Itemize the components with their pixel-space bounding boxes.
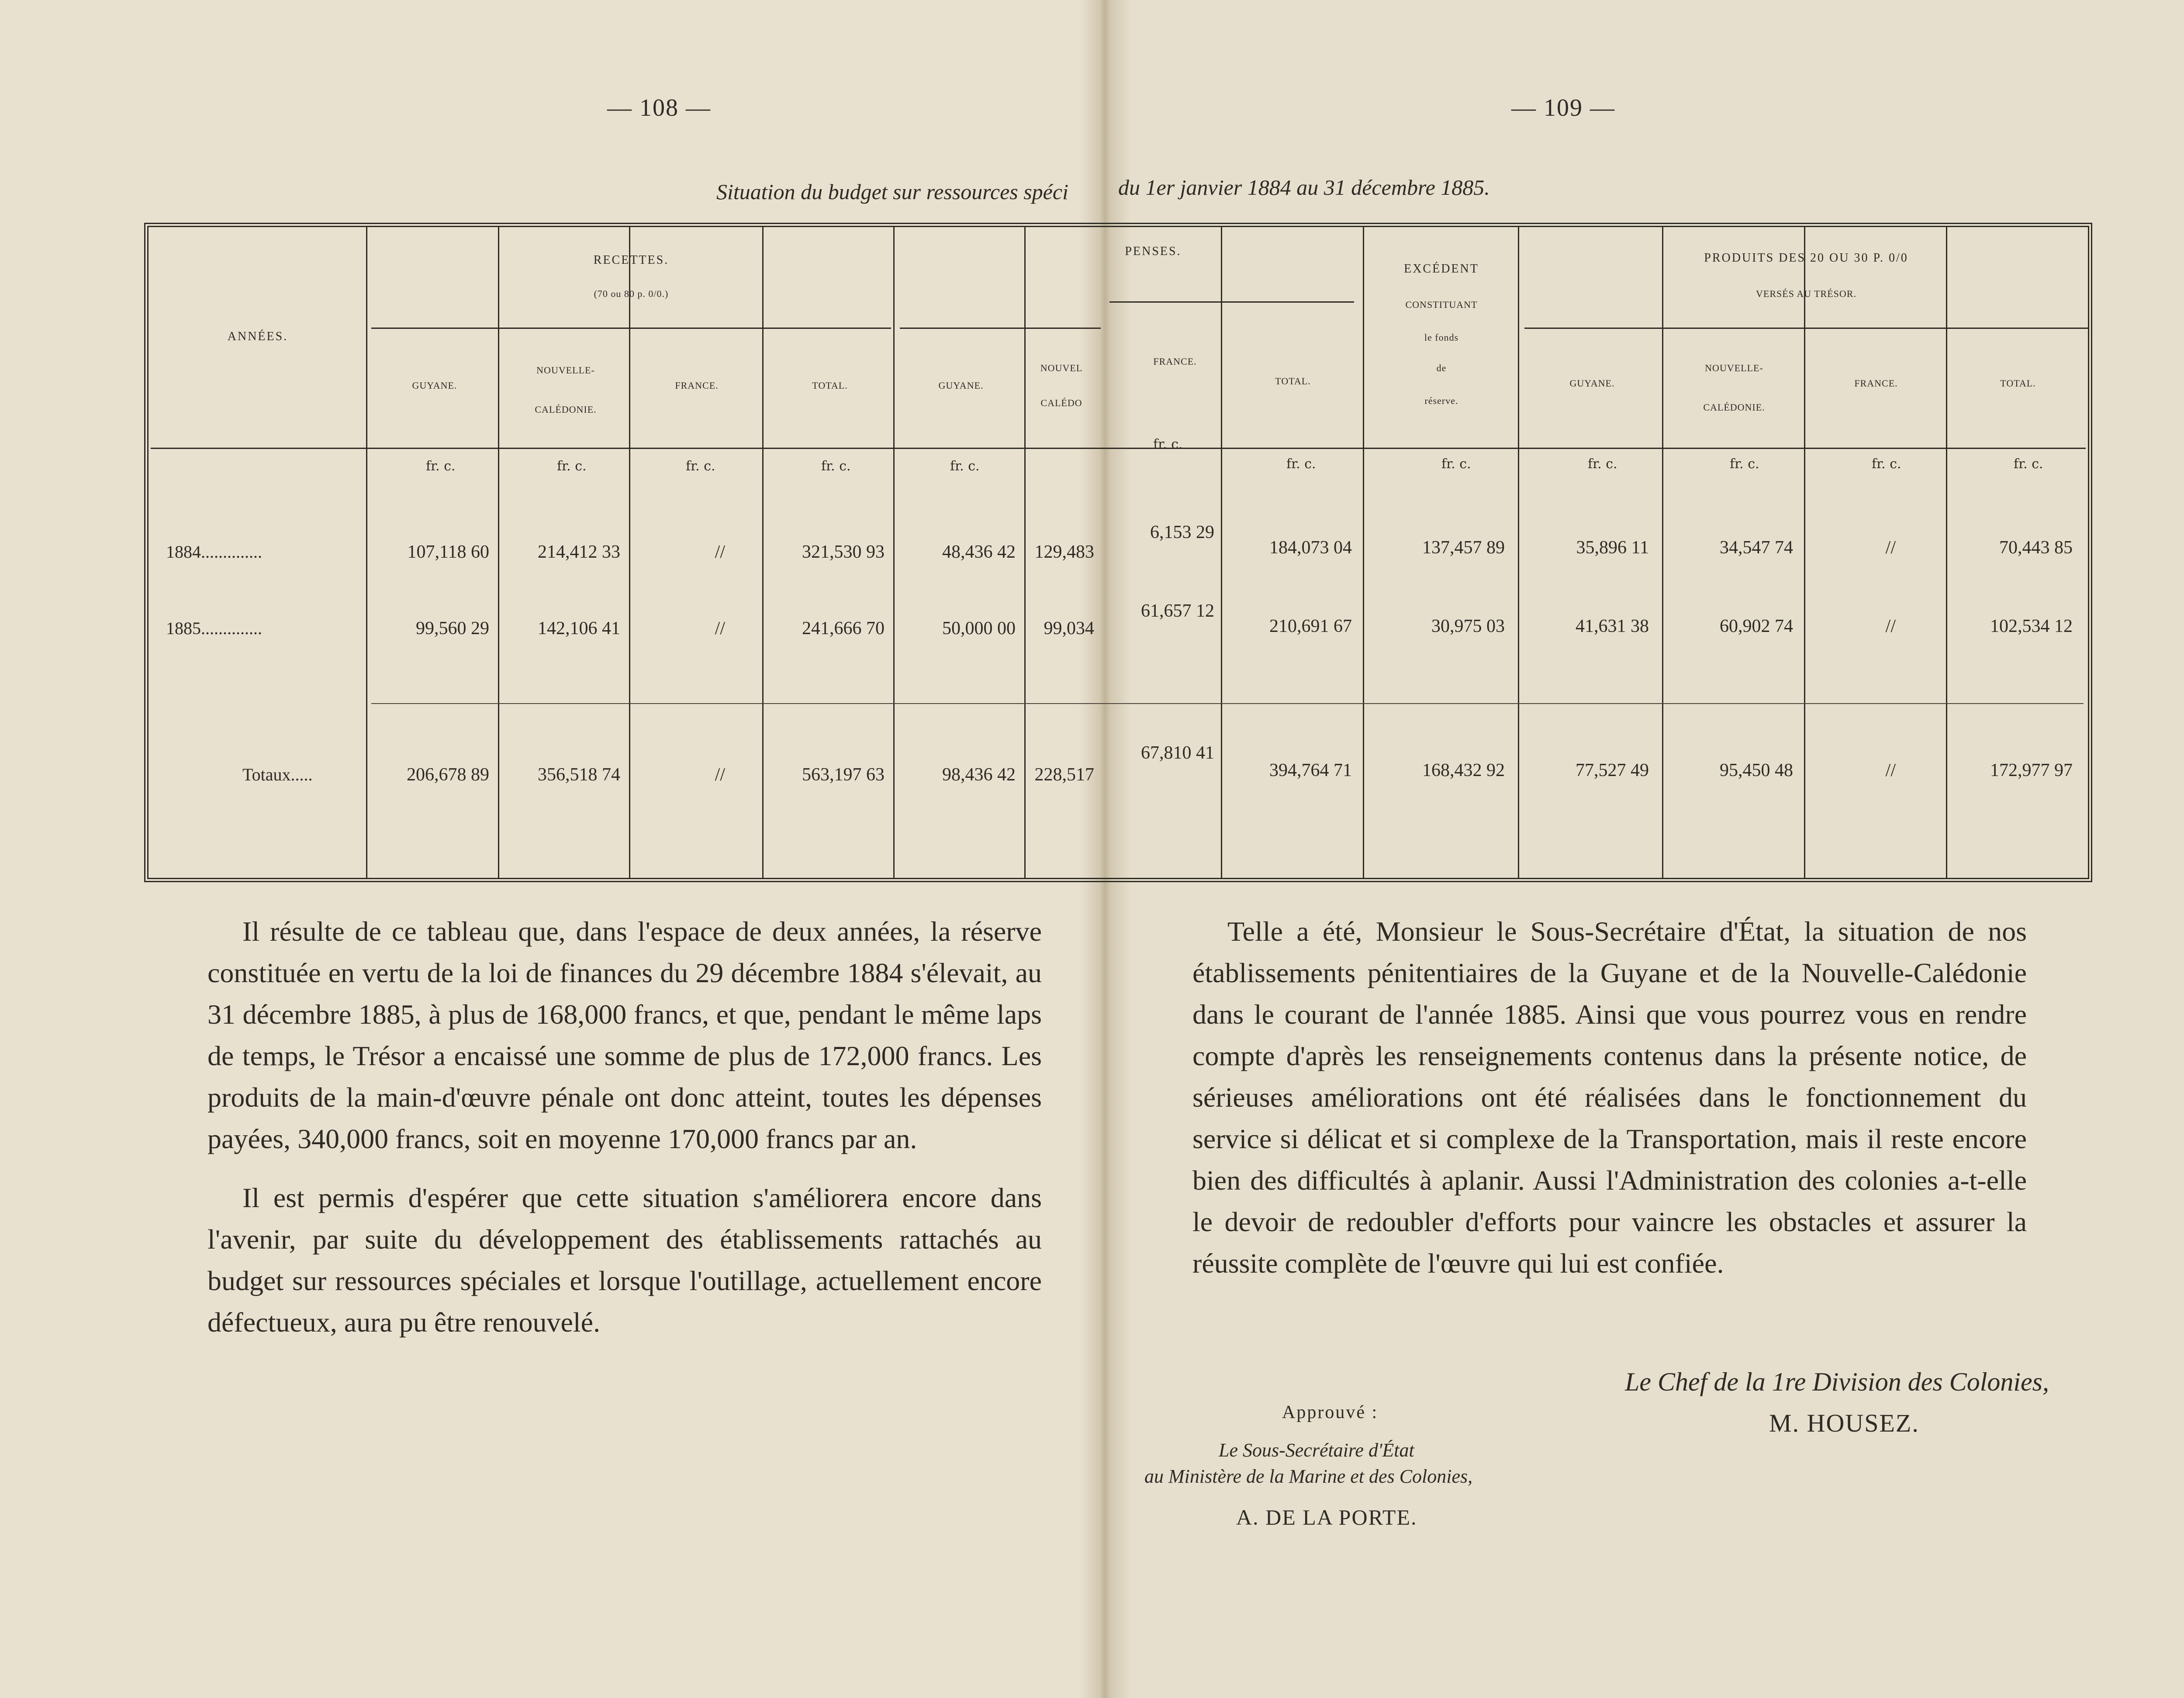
table-cell: 99,034: [1044, 618, 1094, 638]
table-cell: 214,412 33: [538, 542, 620, 562]
table-cell: 95,450 48: [1720, 760, 1793, 780]
col-header-annees: ANNÉES.: [227, 330, 288, 343]
col-rule: [1946, 227, 1947, 878]
col-header-total: TOTAL.: [812, 380, 848, 391]
col-header-guyane: GUYANE.: [1569, 378, 1615, 389]
table-cell: 142,106 41: [538, 618, 620, 638]
col-header-excedent-sub-2: le fonds: [1424, 332, 1459, 343]
col-rule: [1363, 227, 1364, 878]
col-header-excedent-sub-1: CONSTITUANT: [1405, 299, 1478, 310]
table-cell: 60,902 74: [1720, 616, 1793, 636]
col-header-nouvelle: NOUVELLE-: [1705, 362, 1763, 373]
table-cell: //: [715, 542, 725, 562]
table-cell: 356,518 74: [538, 765, 620, 785]
page-number-right: — 109 —: [1511, 94, 1615, 121]
col-header-france: FRANCE.: [1153, 356, 1197, 367]
table-cell: 48,436 42: [942, 542, 1016, 562]
right-page-text: [1192, 911, 2027, 1301]
col-rule: [1024, 227, 1026, 878]
col-rule: [1221, 227, 1222, 878]
signature-title: Le Chef de la 1re Division des Colonies,: [1625, 1367, 2049, 1396]
row-label-1885: 1885..............: [166, 618, 262, 638]
table-cell: 241,666 70: [802, 618, 885, 638]
table-cell: 34,547 74: [1720, 538, 1793, 558]
table-cell: 107,118 60: [407, 542, 489, 562]
col-rule: [1804, 227, 1805, 878]
unit-label: fr. c.: [426, 459, 456, 474]
col-header-caledo-cut: CALÉDO: [1040, 397, 1082, 408]
group-rule: [900, 328, 1101, 329]
group-header-recettes-sub: (70 ou 80 p. 0/0.): [594, 288, 669, 299]
col-header-caledonie: CALÉDONIE.: [535, 404, 597, 415]
table-cell: 99,560 29: [416, 618, 489, 638]
group-header-produits: PRODUITS DES 20 OU 30 P. 0/0: [1704, 251, 1908, 265]
table-cell: //: [715, 618, 725, 638]
unit-label: fr. c.: [1730, 456, 1759, 472]
table-caption-left: Situation du budget sur ressources spéci: [716, 179, 1068, 204]
col-rule: [629, 227, 630, 878]
table-cell: 129,483: [1034, 542, 1094, 562]
table-cell: //: [1885, 616, 1896, 636]
unit-label: fr. c.: [686, 459, 715, 474]
approval-line-2: au Ministère de la Marine et des Colonies,: [1144, 1466, 1473, 1487]
approval-line-1: Le Sous-Secrétaire d'État: [1219, 1439, 1414, 1461]
paragraph: Telle a été, Monsieur le Sous-Secrétaire d'État, la situation de nos établissements pénitentiaires de la Guyane et de la Nouvelle-Calédonie dans le courant de l'année 1885. Ainsi que vous pourrez vous en rendre compte d'après les renseignements contenus dans la présente notice, de sérieuses améliorations ont été réalisées dans le fonctionnement du service si délicat et si complexe de la Transportation, mais il reste encore bien des difficultés à aplanir. Aussi l'Administration des colonies a-t-elle le devoir de redoubler d'efforts pour vaincre les obstacles et assurer la réussite complète de l'œuvre qui lui est confiée.: [1192, 916, 2027, 1279]
table-cell: 67,810 41: [1141, 743, 1214, 763]
table-cell: 30,975 03: [1431, 616, 1505, 636]
unit-label: fr. c.: [1286, 456, 1316, 472]
group-rule: [1109, 301, 1354, 303]
table-cell: 6,153 29: [1150, 522, 1214, 542]
col-header-france: FRANCE.: [1854, 378, 1898, 389]
col-header-guyane: GUYANE.: [412, 380, 457, 391]
paragraph: Il est permis d'espérer que cette situation s'améliorera encore dans l'avenir, par suite du développement des établissements rattachés au budget sur ressources spéciales et lorsque l'outillage, actuellement encore défectueux, aura pu être renouvelé.: [207, 1182, 1042, 1338]
table-cell: //: [1885, 760, 1896, 780]
unit-label: fr. c.: [821, 459, 851, 474]
col-rule: [762, 227, 764, 878]
table-cell: 228,517: [1034, 765, 1094, 785]
row-label-1884: 1884..............: [166, 542, 262, 562]
header-bottom-rule: [151, 448, 2086, 449]
group-header-depenses: PENSES.: [1125, 245, 1182, 258]
unit-label: fr. c.: [950, 459, 980, 474]
col-header-caledonie: CALÉDONIE.: [1703, 402, 1765, 413]
group-rule: [1524, 328, 2088, 329]
col-header-guyane: GUYANE.: [938, 380, 984, 391]
page-number-left: — 108 —: [607, 94, 711, 121]
table-cell: 394,764 71: [1269, 760, 1352, 780]
table-cell: //: [715, 765, 725, 785]
col-header-nouvelle: NOUVELLE-: [536, 365, 595, 376]
col-rule: [893, 227, 895, 878]
table-cell: 137,457 89: [1422, 538, 1505, 558]
unit-label: fr. c.: [1872, 456, 1901, 472]
table-cell: 563,197 63: [802, 765, 885, 785]
col-header-excedent: EXCÉDENT: [1404, 262, 1479, 276]
signature-name: M. HOUSEZ.: [1769, 1409, 1919, 1437]
table-cell: 168,432 92: [1422, 760, 1505, 780]
table-cell: 41,631 38: [1576, 616, 1649, 636]
left-page-text: [207, 911, 1042, 1360]
col-header-total: TOTAL.: [1275, 376, 1311, 387]
col-header-excedent-sub-3: de: [1436, 362, 1447, 373]
unit-label: fr. c.: [1153, 437, 1183, 452]
table-cell: 50,000 00: [942, 618, 1016, 638]
col-rule: [1662, 227, 1663, 878]
col-header-excedent-sub-4: réserve.: [1424, 395, 1458, 406]
paragraph: Il résulte de ce tableau que, dans l'espace de deux années, la réserve constituée en vertu de la loi de finances du 29 décembre 1884 s'élevait, au 31 décembre 1885, à plus de 168,000 francs, et que, pendant le même laps de temps, le Trésor a encaissé une somme de plus de 172,000 francs. Les produits de la main-d'œuvre pénale ont donc atteint, toutes les dépenses payées, 340,000 francs, soit en moyenne 170,000 francs par an.: [207, 916, 1042, 1154]
table-cell: 61,657 12: [1141, 601, 1214, 621]
col-rule: [498, 227, 499, 878]
table-cell: 102,534 12: [1990, 616, 2073, 636]
table-cell: 98,436 42: [942, 765, 1016, 785]
approval-name: A. DE LA PORTE.: [1236, 1505, 1417, 1529]
col-header-nouvel-cut: NOUVEL: [1040, 362, 1083, 373]
unit-label: fr. c.: [557, 459, 587, 474]
table-cell: 184,073 04: [1269, 538, 1352, 558]
table-cell: 70,443 85: [1999, 538, 2073, 558]
row-label-totaux: Totaux.....: [242, 765, 313, 784]
unit-label: fr. c.: [2014, 456, 2043, 472]
table-cell: 35,896 11: [1576, 538, 1649, 558]
table-cell: 321,530 93: [802, 542, 885, 562]
total-rule: [371, 703, 2084, 704]
table-cell: //: [1885, 538, 1896, 558]
approval-label: Approuvé :: [1282, 1402, 1379, 1422]
unit-label: fr. c.: [1588, 456, 1617, 472]
col-rule: [1518, 227, 1519, 878]
table-cell: 77,527 49: [1576, 760, 1649, 780]
table-caption-right: du 1er janvier 1884 au 31 décembre 1885.: [1118, 175, 1490, 200]
table-cell: 210,691 67: [1269, 616, 1352, 636]
group-rule: [371, 328, 891, 329]
unit-label: fr. c.: [1441, 456, 1471, 472]
table-cell: 172,977 97: [1990, 760, 2073, 780]
col-header-total: TOTAL.: [2000, 378, 2036, 389]
col-rule: [366, 227, 367, 878]
group-header-produits-sub: VERSÉS AU TRÉSOR.: [1756, 288, 1856, 299]
table-cell: 206,678 89: [407, 765, 489, 785]
col-header-france: FRANCE.: [675, 380, 719, 391]
group-header-recettes: RECETTES.: [593, 253, 669, 267]
